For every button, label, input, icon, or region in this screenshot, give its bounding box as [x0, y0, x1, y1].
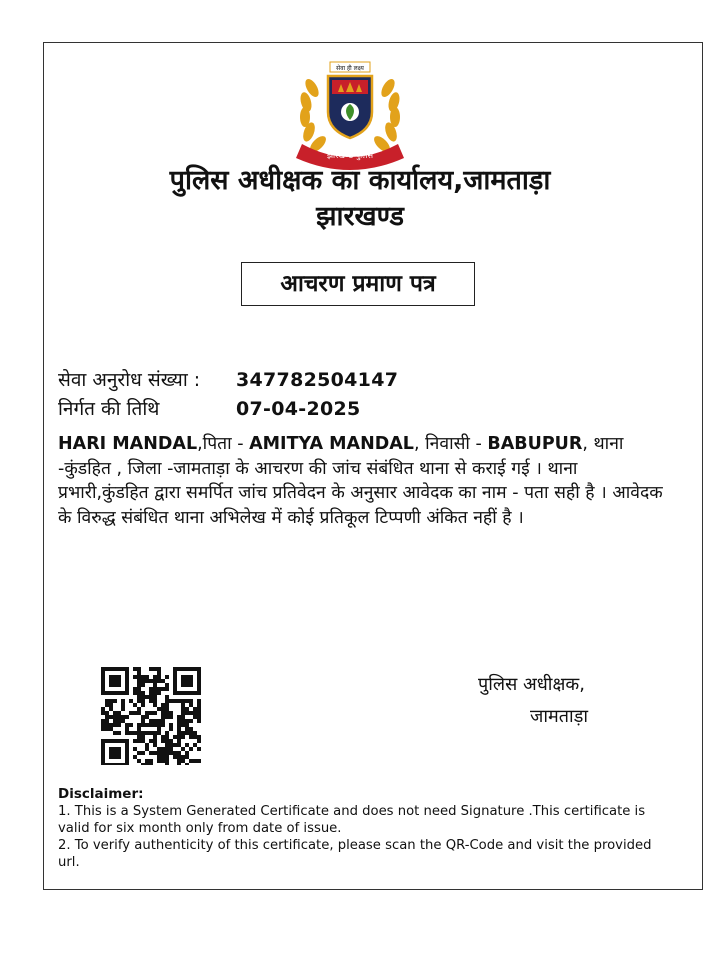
- issue-date-label: निर्गत की तिथि: [58, 398, 160, 420]
- resident-prefix: , निवासी -: [413, 434, 488, 454]
- office-title: पुलिस अधीक्षक का कार्यालय,जामताड़ा: [169, 165, 551, 196]
- emblem-motto: सेवा ही लक्ष्य: [336, 65, 364, 72]
- issue-date-row: [58, 395, 361, 421]
- request-number-row: [58, 366, 398, 392]
- signatory-designation: पुलिस अधीक्षक,: [478, 674, 585, 695]
- disclaimer-point-1: 1. This is a System Generated Certificate and does not need Signature .This certificate is valid for six month only from date of issue.: [58, 804, 646, 836]
- disclaimer-heading: Disclaimer:: [58, 786, 144, 802]
- applicant-name: HARI MANDAL: [58, 434, 198, 454]
- father-prefix: ,पिता -: [197, 434, 250, 454]
- disclaimer: [58, 786, 668, 871]
- jharkhand-police-emblem: [288, 58, 412, 170]
- disclaimer-point-2: 2. To verify authenticity of this certificate, please scan the QR-Code and visit the provided url.: [58, 838, 652, 870]
- request-number-label: सेवा अनुरोध संख्या :: [58, 369, 201, 391]
- state-title: झारखण्ड: [316, 201, 404, 232]
- body-statement: , थाना -कुंडहित , जिला -जामताड़ा के आचरण की जांच संबंधित थाना से कराई गई । थाना प्रभारी,कुंडहित द्वारा समर्पित जांच प्रतिवेदन के अनुसार आवेदक का नाम - पता सही है । आवेदक के विरुद्ध संबंधित थाना अभिलेख में कोई प्रतिकूल टिप्पणी अंकित नहीं है ।: [58, 434, 663, 528]
- emblem-ribbon-text: झारखण्ड पुलिस: [326, 151, 374, 160]
- issue-date-value: 07-04-2025: [236, 398, 361, 420]
- father-name: AMITYA MANDAL: [249, 434, 414, 454]
- verification-qr-code: [101, 667, 201, 765]
- certificate-title: आचरण प्रमाण पत्र: [241, 262, 475, 306]
- certificate-body: [58, 432, 668, 530]
- signatory-place: जामताड़ा: [530, 706, 588, 727]
- request-number-value: 347782504147: [236, 369, 399, 391]
- village-name: BABUPUR: [487, 434, 583, 454]
